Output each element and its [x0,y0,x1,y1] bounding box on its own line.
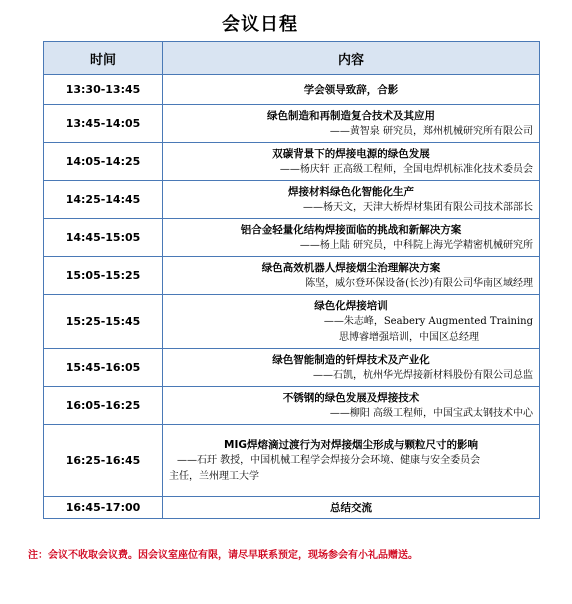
topic-title: 铝合金轻量化结构焊接面临的挑战和新解决方案 [240,223,462,236]
table-row [44,349,540,387]
table-row [44,257,540,295]
speaker-line: ——石玗 教授，中国机械工程学会焊接分会环境、健康与安全委员会 [177,454,481,466]
table-row [44,181,540,219]
table-row [44,295,540,349]
time-cell: 15:45-16:05 [44,349,163,387]
content-cell [163,425,540,497]
topic-title: 焊接材料绿色化智能化生产 [288,185,414,198]
table-row [44,143,540,181]
topic-title: 绿色智能制造的钎焊技术及产业化 [272,353,430,366]
table-row [44,219,540,257]
speaker-line: ——柳阳 高级工程师，中国宝武太钢技术中心 [329,407,533,419]
time-cell: 14:45-15:05 [44,219,163,257]
time-cell: 13:45-14:05 [44,105,163,143]
page-title: 会议日程 [222,14,298,35]
topic-title: 总结交流 [330,501,372,514]
table-header-row [44,42,540,75]
column-header-time: 时间 [44,42,163,75]
time-cell: 15:25-15:45 [44,295,163,349]
table-row [44,497,540,519]
content-cell [163,143,540,181]
content-cell [163,219,540,257]
column-header-content: 内容 [163,42,540,75]
content-cell [163,105,540,143]
time-cell: 16:25-16:45 [44,425,163,497]
time-cell: 14:25-14:45 [44,181,163,219]
content-cell [163,75,540,105]
topic-title: 学会领导致辞，合影 [303,83,399,96]
topic-title: 绿色高效机器人焊接烟尘治理解决方案 [261,261,441,274]
speaker-line: ——杨天文，天津大桥焊材集团有限公司技术部部长 [303,201,533,213]
schedule-table [43,41,540,519]
table-row [44,75,540,105]
topic-title: 不锈钢的绿色发展及焊接技术 [282,391,420,404]
time-cell: 13:30-13:45 [44,75,163,105]
content-cell [163,295,540,349]
topic-title: 绿色化焊接培训 [314,299,388,312]
time-cell: 14:05-14:25 [44,143,163,181]
content-cell [163,387,540,425]
content-cell [163,349,540,387]
footer-note: 注：会议不收取会议费。因会议室座位有限，请尽早联系预定，现场参会有小礼品赠送。 [28,550,418,561]
topic-title: 双碳背景下的焊接电源的绿色发展 [272,147,430,160]
speaker-line: 陈坚，威尔登环保设备(长沙)有限公司华南区域经理 [305,277,533,289]
content-cell [163,497,540,519]
topic-title: 绿色制造和再制造复合技术及其应用 [267,109,435,122]
topic-title: MIG焊熔滴过渡行为对焊接烟尘形成与颗粒尺寸的影响 [224,438,478,451]
time-cell: 16:05-16:25 [44,387,163,425]
speaker-line: ——石凯，杭州华光焊接新材料股份有限公司总监 [313,369,533,381]
speaker-line: 思博睿增强培训，中国区总经理 [339,331,479,343]
speaker-line: ——黄智泉 研究员，郑州机械研究所有限公司 [329,125,533,137]
speaker-line: ——杨庆轩 正高级工程师，全国电焊机标准化技术委员会 [279,163,533,175]
time-cell: 15:05-15:25 [44,257,163,295]
content-cell [163,257,540,295]
time-cell: 16:45-17:00 [44,497,163,519]
speaker-line: ——杨上陆 研究员，中科院上海光学精密机械研究所 [299,239,533,251]
content-cell [163,181,540,219]
table-row [44,425,540,497]
speaker-line: ——朱志峰，Seabery Augmented Training [323,315,533,327]
table-row [44,387,540,425]
speaker-line: 主任，兰州理工大学 [169,470,259,482]
table-row [44,105,540,143]
